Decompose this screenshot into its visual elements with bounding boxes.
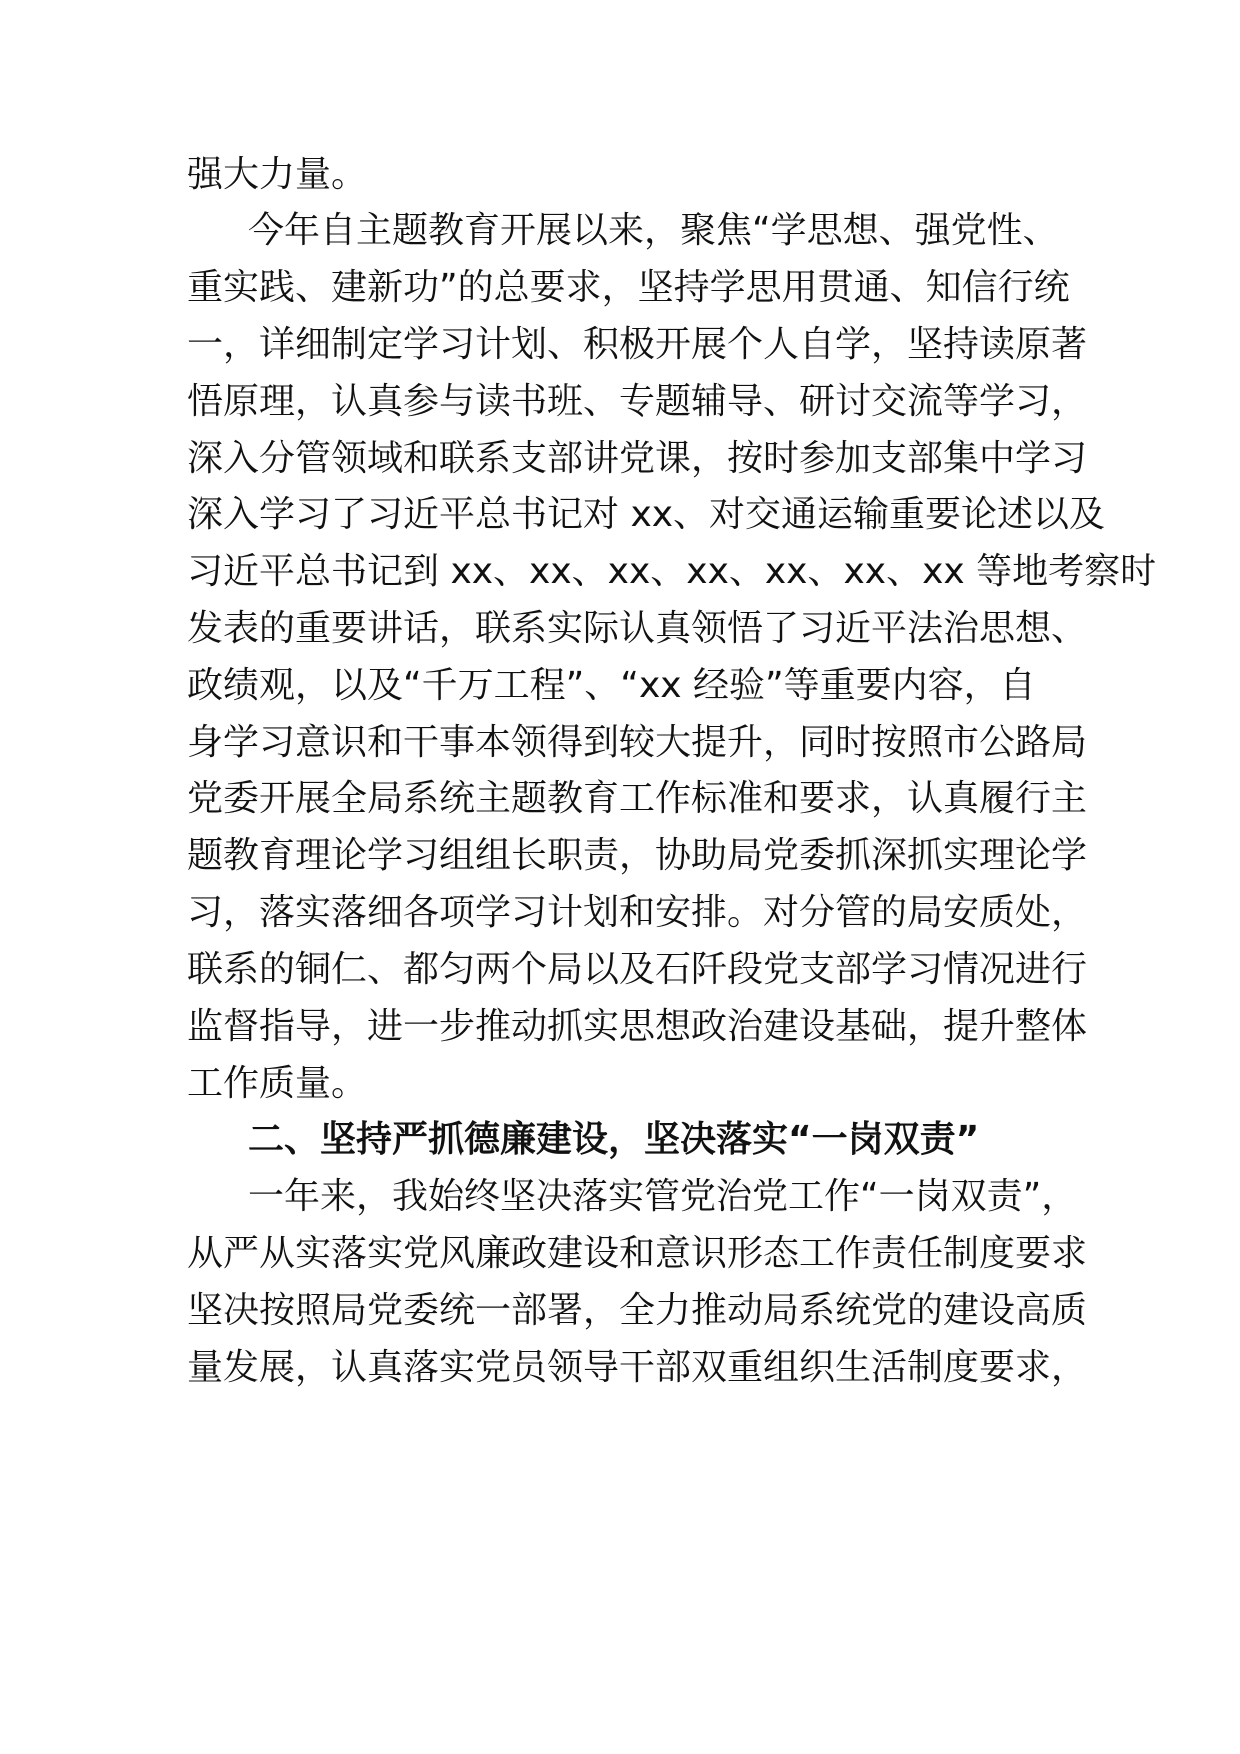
paragraph-line: 习，落实落细各项学习计划和安排。对分管的局安质处， [187,892,1088,933]
paragraph-line: 政绩观，以及“千万工程”、“xx 经验”等重要内容，自 [187,665,1036,706]
paragraph-line: 今年自主题教育开展以来，聚焦“学思想、强党性、 [248,210,1059,251]
paragraph-line: 身学习意识和干事本领得到较大提升，同时按照市公路局 [187,722,1088,763]
paragraph-line: 习近平总书记到 xx、xx、xx、xx、xx、xx、xx 等地考察时 [187,551,1157,592]
section-heading: 二、坚持严抓德廉建设，坚决落实“一岗双责” [248,1119,980,1160]
paragraph-line: 从严从实落实党风廉政建设和意识形态工作责任制度要求 [187,1233,1088,1274]
paragraph-line: 监督指导，进一步推动抓实思想政治建设基础，提升整体 [187,1006,1088,1047]
paragraph-line: 工作质量。 [187,1063,368,1104]
paragraph-line: 发表的重要讲话，联系实际认真领悟了习近平法治思想、 [187,608,1088,649]
paragraph-line: 重实践、建新功”的总要求，坚持学思用贯通、知信行统 [187,267,1070,308]
paragraph-line: 联系的铜仁、都匀两个局以及石阡段党支部学习情况进行 [187,949,1088,990]
paragraph-line: 题教育理论学习组组长职责，协助局党委抓深抓实理论学 [187,835,1088,876]
paragraph-line: 坚决按照局党委统一部署，全力推动局系统党的建设高质 [187,1290,1088,1331]
paragraph-line: 党委开展全局系统主题教育工作标准和要求，认真履行主 [187,778,1088,819]
paragraph-line: 一年来，我始终坚决落实管党治党工作“一岗双责”， [248,1176,1078,1217]
paragraph-line: 深入学习了习近平总书记对 xx、对交通运输重要论述以及 [187,494,1106,535]
paragraph-line: 强大力量。 [187,154,368,195]
paragraph-line: 悟原理，认真参与读书班、专题辅导、研讨交流等学习， [187,381,1088,422]
paragraph-line: 一，详细制定学习计划、积极开展个人自学，坚持读原著 [187,324,1088,365]
paragraph-line: 量发展，认真落实党员领导干部双重组织生活制度要求， [187,1347,1088,1388]
paragraph-line: 深入分管领域和联系支部讲党课，按时参加支部集中学习 [187,438,1088,479]
